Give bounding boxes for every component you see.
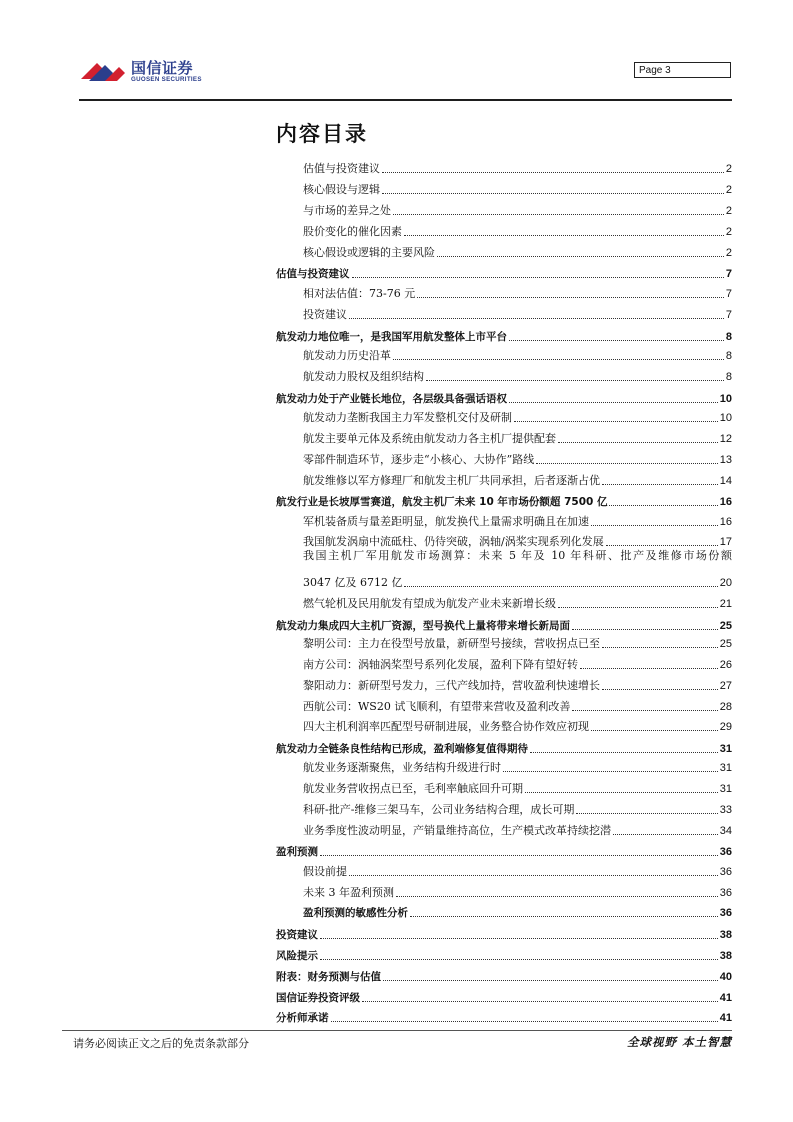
toc-leader bbox=[410, 916, 718, 917]
toc-entry-page: 12 bbox=[719, 433, 732, 445]
toc-leader bbox=[609, 505, 717, 506]
toc-entry-page: 31 bbox=[719, 783, 732, 795]
toc-section-text: 航发行业是长坡厚雪赛道，航发主机厂未来 10 年市场份额超 7500 亿 bbox=[276, 496, 608, 508]
toc-section-text: 航发动力全链条良性结构已形成，盈利端修复值得期待 bbox=[276, 743, 528, 755]
toc-entry[interactable] bbox=[303, 364, 732, 384]
toc-leader bbox=[393, 359, 724, 360]
toc-entry-page: 7 bbox=[725, 309, 732, 321]
toc-leader bbox=[349, 875, 718, 876]
toc-leader bbox=[591, 525, 718, 526]
toc-leader bbox=[362, 1001, 718, 1002]
toc-section[interactable] bbox=[276, 324, 732, 344]
toc-entry-page: 8 bbox=[725, 371, 732, 383]
toc-leader bbox=[509, 340, 724, 341]
toc-entry-page: 29 bbox=[719, 721, 732, 733]
toc-section-page: 8 bbox=[725, 331, 732, 343]
toc-entry-page: 31 bbox=[719, 762, 732, 774]
toc-entry-text: 股价变化的催化因素 bbox=[303, 225, 402, 238]
toc-entry[interactable] bbox=[303, 302, 732, 322]
toc-leader bbox=[525, 792, 718, 793]
toc-leader bbox=[320, 959, 718, 960]
toc-leader bbox=[352, 277, 724, 278]
toc-entry[interactable] bbox=[303, 343, 732, 363]
toc-section[interactable] bbox=[276, 261, 732, 281]
toc-entry[interactable] bbox=[303, 198, 732, 218]
toc-entry-page: 33 bbox=[719, 804, 732, 816]
toc-entry-page: 36 bbox=[719, 866, 732, 878]
toc-section-page: 10 bbox=[719, 393, 732, 405]
toc-entry[interactable] bbox=[303, 426, 732, 446]
toc-entry-text: 零部件制造环节，逐步走“小核心、大协作”路线 bbox=[303, 453, 535, 466]
toc-section[interactable] bbox=[276, 922, 732, 942]
toc-entry[interactable] bbox=[303, 859, 732, 879]
toc-section-text: 航发动力集成四大主机厂资源，型号换代上量将带来增长新局面 bbox=[276, 620, 570, 632]
toc-entry-text: 盈利预测的敏感性分析 bbox=[303, 907, 408, 919]
toc-entry-page: 36 bbox=[719, 907, 732, 919]
toc-leader bbox=[320, 938, 718, 939]
toc-entry-page: 21 bbox=[719, 598, 732, 610]
toc-entry[interactable] bbox=[303, 714, 732, 734]
toc-entry-text: 航发业务营收拐点已至，毛利率触底回升可期 bbox=[303, 782, 523, 795]
header-divider bbox=[79, 99, 732, 101]
toc-leader bbox=[404, 235, 724, 236]
toc-section-text: 航发动力处于产业链长地位，各层级具备强话语权 bbox=[276, 393, 507, 405]
toc-entry-text: 西航公司：WS20 试飞顺利，有望带来营收及盈利改善 bbox=[303, 700, 571, 713]
logo-english-name: GUOSEN SECURITIES bbox=[131, 76, 202, 83]
toc-leader bbox=[558, 442, 718, 443]
toc-entry-text: 相对法估值：73-76 元 bbox=[303, 287, 416, 300]
toc-entry-page: 10 bbox=[719, 412, 732, 424]
toc-entry-wrapped-line[interactable]: 我国主机厂军用航发市场测算：未来 5 年及 10 年科研、批产及维修市场份额 bbox=[303, 549, 732, 562]
toc-entry[interactable] bbox=[303, 900, 732, 920]
toc-section-page: 38 bbox=[719, 950, 732, 962]
toc-entry-text: 与市场的差异之处 bbox=[303, 204, 391, 217]
toc-section[interactable] bbox=[276, 839, 732, 859]
toc-entry-text: 航发维修以军方修理厂和航发主机厂共同承担，后者逐渐占优 bbox=[303, 474, 600, 487]
toc-section-page: 7 bbox=[725, 268, 732, 280]
toc-entry[interactable] bbox=[303, 509, 732, 529]
toc-section-text: 国信证券投资评级 bbox=[276, 992, 360, 1004]
toc-section-page: 36 bbox=[719, 846, 732, 858]
toc-leader bbox=[382, 172, 724, 173]
toc-entry-page: 28 bbox=[719, 701, 732, 713]
toc-section-text: 附表：财务预测与估值 bbox=[276, 971, 381, 983]
toc-leader bbox=[383, 980, 718, 981]
toc-leader bbox=[331, 1021, 718, 1022]
toc-entry-text: 业务季度性波动明显，产销量维持高位，生产模式改革持续挖潜 bbox=[303, 824, 611, 837]
toc-entry-page: 14 bbox=[719, 475, 732, 487]
company-logo bbox=[79, 57, 219, 87]
toc-section[interactable] bbox=[276, 943, 732, 963]
toc-leader bbox=[349, 318, 724, 319]
toc-entry[interactable] bbox=[303, 281, 732, 301]
toc-section[interactable] bbox=[276, 985, 732, 1005]
toc-entry-text: 投资建议 bbox=[303, 308, 347, 321]
toc-section-text: 风险提示 bbox=[276, 950, 318, 962]
toc-entry[interactable] bbox=[303, 468, 732, 488]
toc-section-text: 分析师承诺 bbox=[276, 1012, 329, 1024]
toc-leader bbox=[426, 380, 724, 381]
footer-disclaimer: 请务必阅读正文之后的免责条款部分 bbox=[73, 1037, 249, 1050]
toc-leader bbox=[503, 771, 718, 772]
toc-entry[interactable] bbox=[303, 673, 732, 693]
toc-leader bbox=[404, 586, 717, 587]
toc-section[interactable] bbox=[276, 736, 732, 756]
toc-entry[interactable] bbox=[303, 529, 732, 549]
toc-entry-text: 科研-批产-维修三架马车，公司业务结构合理，成长可期 bbox=[303, 803, 575, 816]
toc-entry-page: 17 bbox=[719, 536, 732, 548]
toc-leader bbox=[572, 710, 717, 711]
toc-entry-page: 20 bbox=[719, 577, 732, 589]
footer-slogan: 全球视野 本土智慧 bbox=[626, 1035, 732, 1049]
toc-entry[interactable] bbox=[303, 240, 732, 260]
toc-entry[interactable] bbox=[303, 631, 732, 651]
toc-entry-text: 黎明公司：主力在役型号放量，新研型号接续，营收拐点已至 bbox=[303, 637, 600, 650]
toc-entry-text: 航发主要单元体及系统由航发动力各主机厂提供配套 bbox=[303, 432, 556, 445]
toc-section-page: 25 bbox=[719, 620, 732, 632]
toc-entry-page: 2 bbox=[725, 205, 732, 217]
toc-section-text: 航发动力地位唯一，是我国军用航发整体上市平台 bbox=[276, 331, 507, 343]
toc-entry-text: 航发动力股权及组织结构 bbox=[303, 370, 424, 383]
toc-leader bbox=[613, 834, 718, 835]
toc-section[interactable] bbox=[276, 386, 732, 406]
toc-entry-text: 航发业务逐渐聚焦，业务结构升级进行时 bbox=[303, 761, 501, 774]
toc-entry-page: 2 bbox=[725, 163, 732, 175]
toc-leader bbox=[576, 813, 717, 814]
toc-leader bbox=[417, 297, 724, 298]
toc-section-text: 投资建议 bbox=[276, 929, 318, 941]
toc-section-text: 盈利预测 bbox=[276, 846, 318, 858]
toc-entry-page: 26 bbox=[719, 659, 732, 671]
toc-leader bbox=[536, 463, 718, 464]
toc-section-page: 40 bbox=[719, 971, 732, 983]
toc-leader bbox=[572, 629, 718, 630]
toc-entry-text: 我国航发涡扇中流砥柱、仍待突破，涡轴/涡桨实现系列化发展 bbox=[303, 535, 604, 548]
toc-entry-page: 8 bbox=[725, 350, 732, 362]
toc-leader bbox=[602, 689, 718, 690]
toc-entry-text: 未来 3 年盈利预测 bbox=[303, 886, 394, 899]
toc-section[interactable] bbox=[276, 489, 732, 509]
toc-entry-text: 估值与投资建议 bbox=[303, 162, 380, 175]
toc-entry-text: 核心假设或逻辑的主要风险 bbox=[303, 246, 435, 259]
toc-section[interactable] bbox=[276, 613, 732, 633]
logo-chinese-name: 国信证券 bbox=[131, 59, 194, 77]
toc-leader bbox=[509, 402, 718, 403]
toc-leader bbox=[602, 647, 718, 648]
toc-entry-page: 34 bbox=[719, 825, 732, 837]
toc-leader bbox=[591, 730, 718, 731]
toc-entry[interactable] bbox=[303, 880, 732, 900]
toc-leader bbox=[320, 855, 718, 856]
toc-entry-text: 核心假设与逻辑 bbox=[303, 183, 380, 196]
toc-section-page: 38 bbox=[719, 929, 732, 941]
toc-section-page: 41 bbox=[719, 1012, 732, 1024]
toc-entry[interactable] bbox=[303, 652, 732, 672]
toc-leader bbox=[393, 214, 724, 215]
toc-entry-page: 2 bbox=[725, 226, 732, 238]
toc-entry[interactable] bbox=[303, 797, 732, 817]
toc-section[interactable] bbox=[276, 964, 732, 984]
toc-entry[interactable] bbox=[303, 177, 732, 197]
toc-leader bbox=[396, 896, 718, 897]
toc-leader bbox=[558, 607, 718, 608]
toc-entry-page: 16 bbox=[719, 516, 732, 528]
toc-entry-text: 军机装备质与量差距明显，航发换代上量需求明确且在加速 bbox=[303, 515, 589, 528]
toc-entry[interactable] bbox=[303, 405, 732, 425]
toc-leader bbox=[514, 421, 718, 422]
toc-leader bbox=[530, 752, 718, 753]
guosen-logo-icon bbox=[79, 59, 127, 85]
toc-title: 内容目录 bbox=[276, 122, 368, 146]
toc-section-page: 31 bbox=[719, 743, 732, 755]
footer-divider bbox=[62, 1030, 732, 1031]
toc-entry-page: 25 bbox=[719, 638, 732, 650]
toc-section-page: 16 bbox=[719, 496, 732, 508]
toc-entry[interactable] bbox=[303, 755, 732, 775]
toc-entry[interactable] bbox=[303, 776, 732, 796]
toc-entry-text: 燃气轮机及民用航发有望成为航发产业未来新增长级 bbox=[303, 597, 556, 610]
toc-entry[interactable] bbox=[303, 156, 732, 176]
toc-entry[interactable] bbox=[303, 219, 732, 239]
toc-entry-page: 13 bbox=[719, 454, 732, 466]
toc-entry-page: 2 bbox=[725, 247, 732, 259]
toc-leader bbox=[602, 484, 718, 485]
toc-entry-text: 航发动力垄断我国主力军发整机交付及研制 bbox=[303, 411, 512, 424]
toc-leader bbox=[382, 193, 724, 194]
toc-entry-page: 36 bbox=[719, 887, 732, 899]
toc-entry[interactable] bbox=[303, 447, 732, 467]
toc-entry-text: 3047 亿及 6712 亿 bbox=[303, 576, 403, 589]
toc-entry-text: 假设前提 bbox=[303, 865, 347, 878]
toc-leader bbox=[606, 545, 718, 546]
toc-entry[interactable] bbox=[303, 694, 732, 714]
toc-entry-text: 四大主机利润率匹配型号研制进展，业务整合协作效应初现 bbox=[303, 720, 589, 733]
toc-entry-page: 27 bbox=[719, 680, 732, 692]
toc-entry-page: 7 bbox=[725, 288, 732, 300]
toc-section-text: 估值与投资建议 bbox=[276, 268, 350, 280]
toc-entry[interactable] bbox=[303, 570, 732, 590]
toc-section-page: 41 bbox=[719, 992, 732, 1004]
toc-entry[interactable] bbox=[303, 591, 732, 611]
toc-entry[interactable] bbox=[303, 818, 732, 838]
toc-leader bbox=[437, 256, 724, 257]
toc-section[interactable] bbox=[276, 1005, 732, 1025]
toc-leader bbox=[580, 668, 718, 669]
toc-entry-text: 南方公司：涡轴涡桨型号系列化发展，盈利下降有望好转 bbox=[303, 658, 578, 671]
page-number-box: Page 3 bbox=[634, 62, 731, 78]
toc-entry-text: 航发动力历史沿革 bbox=[303, 349, 391, 362]
toc-entry-page: 2 bbox=[725, 184, 732, 196]
toc-entry-text: 黎阳动力：新研型号发力，三代产线加持，营收盈利快速增长 bbox=[303, 679, 600, 692]
